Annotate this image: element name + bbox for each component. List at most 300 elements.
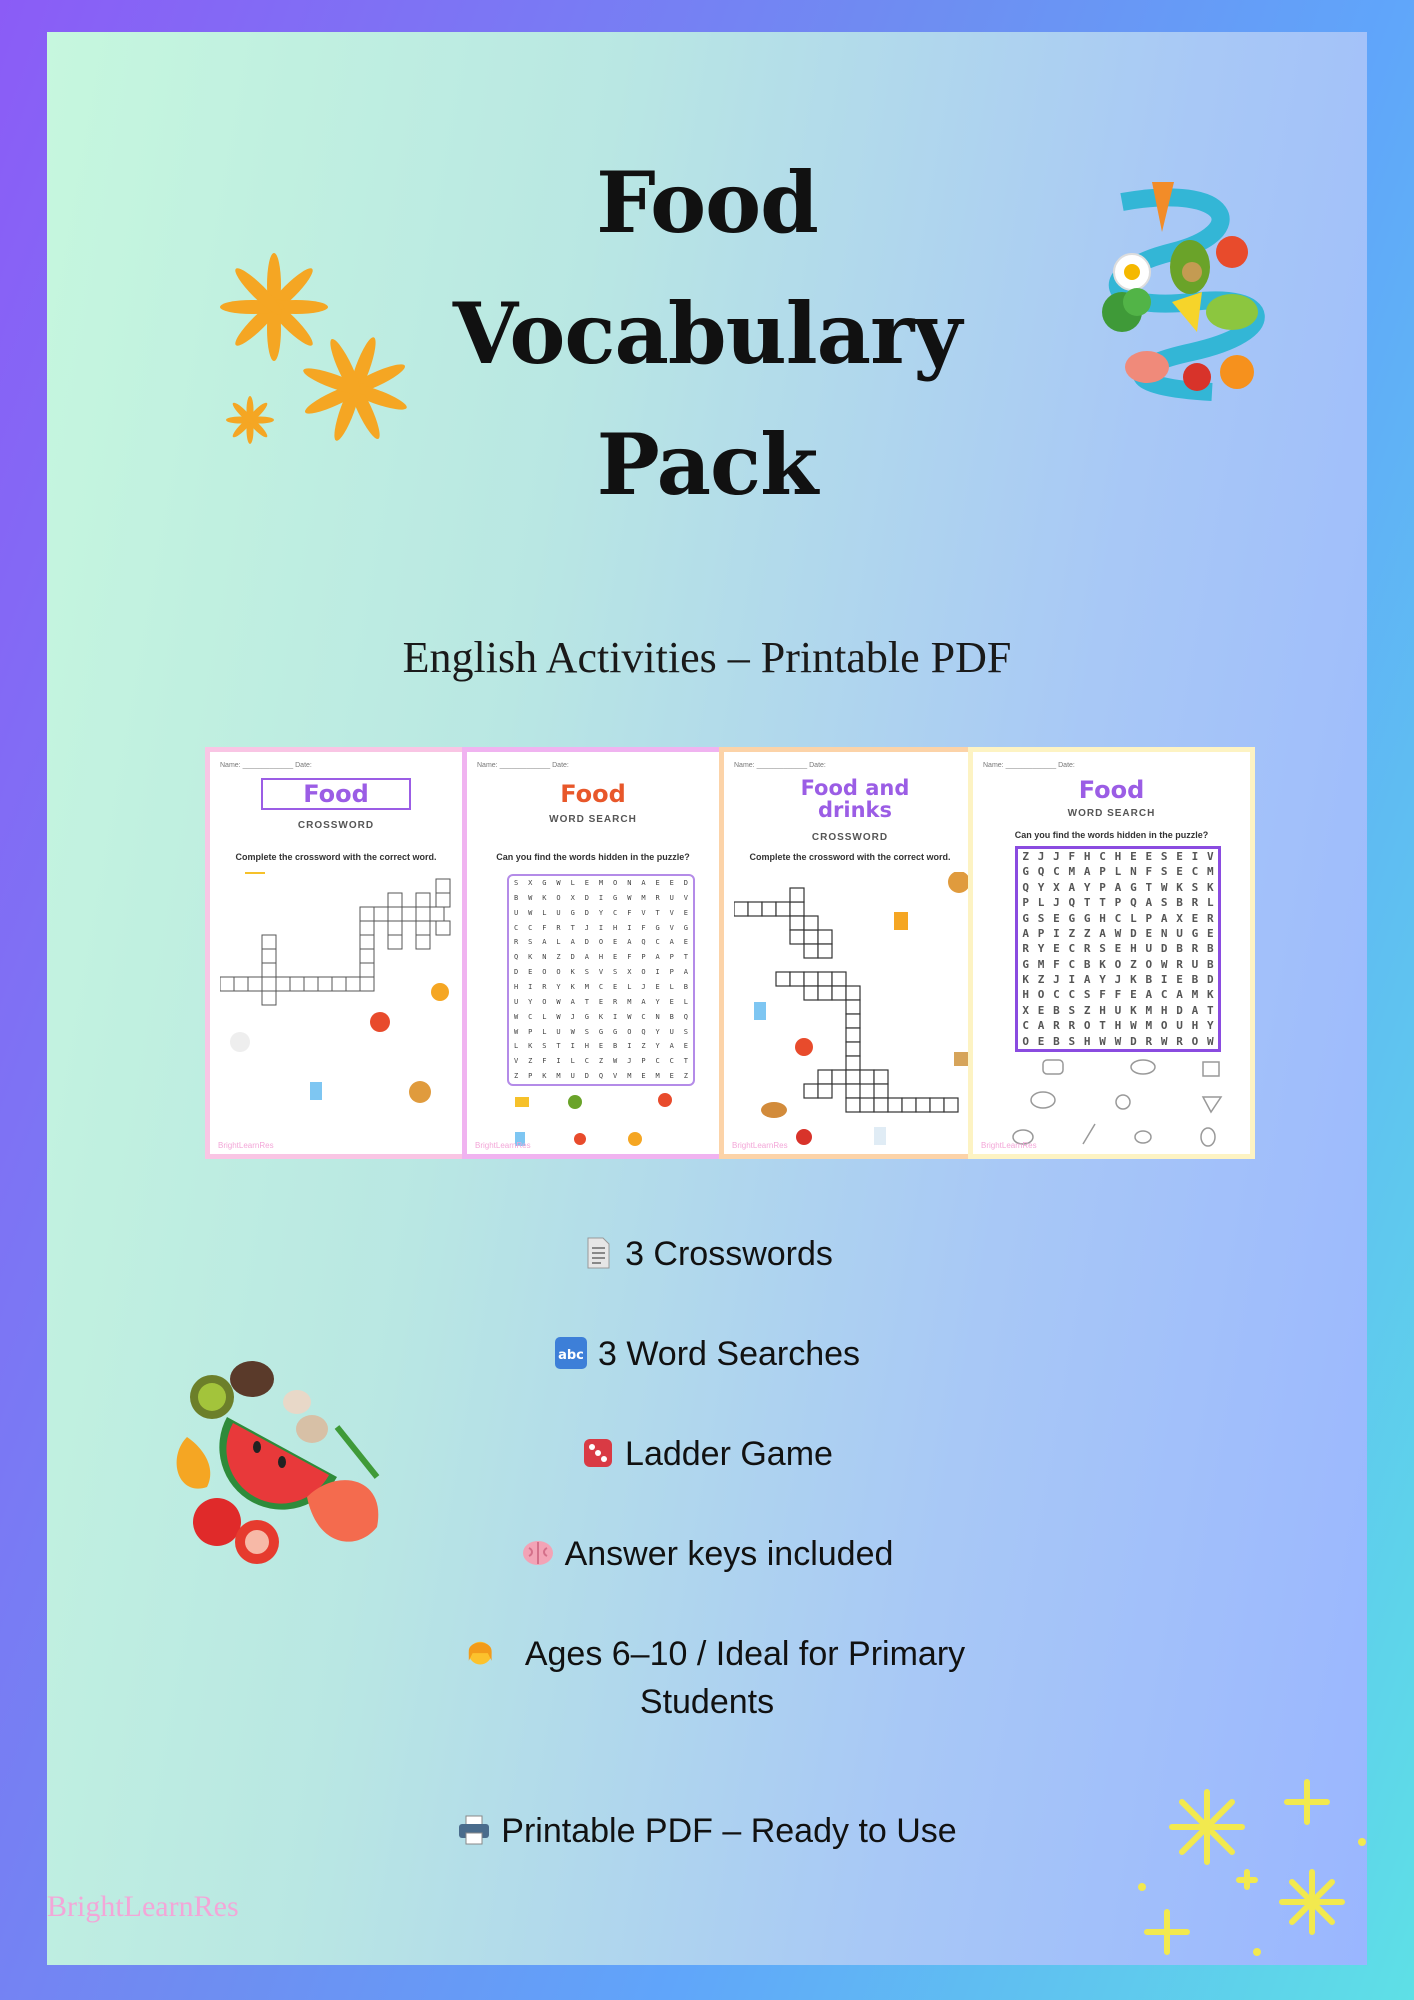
grid-letter: H [1191, 1019, 1199, 1033]
grid-letter: O [556, 893, 561, 902]
grid-letter: A [1083, 865, 1091, 879]
grid-letter: E [1130, 850, 1137, 863]
grid-letter: P [528, 1072, 533, 1081]
grid-letter: S [584, 968, 589, 977]
grid-letter: U [556, 1027, 561, 1036]
grid-letter: E [683, 938, 689, 947]
grid-letter: G [613, 893, 618, 902]
grid-letter: H [1083, 850, 1091, 863]
grid-letter: A [627, 938, 632, 947]
grid-letter: A [1037, 1019, 1045, 1033]
grid-letter: H [1099, 911, 1106, 925]
grid-letter: H [598, 953, 604, 962]
grid-letter: R [1068, 1019, 1076, 1033]
grid-letter: B [1053, 1034, 1060, 1048]
grid-letter: R [655, 893, 660, 902]
grid-letter: J [1053, 850, 1060, 863]
grid-letter: O [1191, 1034, 1199, 1048]
name-date-line: Name: _____________ Date: [477, 762, 569, 769]
grid-letter: S [1099, 942, 1106, 956]
grid-letter: G [683, 923, 689, 932]
name-label: Name: [734, 762, 755, 769]
grid-letter: Z [598, 1057, 604, 1066]
grid-letter: W [556, 997, 561, 1006]
grid-letter: S [1037, 911, 1045, 925]
grid-letter: C [669, 1057, 674, 1066]
grid-letter: Q [641, 938, 646, 947]
grid-letter: E [1114, 942, 1122, 956]
grid-letter: U [1176, 1019, 1183, 1033]
preview-crossword-food-drinks [719, 747, 981, 1159]
grid-letter: D [584, 893, 589, 902]
grid-letter: P [641, 953, 646, 962]
feature-item [47, 1430, 1367, 1478]
grid-letter: O [627, 1027, 632, 1036]
grid-letter: R [1191, 896, 1199, 910]
grid-letter: B [1206, 957, 1214, 971]
grid-letter: R [1022, 942, 1029, 956]
grid-letter: K [1206, 880, 1214, 894]
grid-letter: R [1145, 1034, 1153, 1048]
grid-letter: U [513, 997, 519, 1006]
title-line: Food [596, 153, 818, 252]
grid-letter: C [641, 1012, 646, 1021]
dice-icon [581, 1436, 615, 1470]
grid-letter: G [1191, 926, 1199, 940]
grid-letter: A [655, 953, 660, 962]
grid-letter: C [1114, 911, 1122, 925]
feature-text: Ladder Game [625, 1435, 833, 1473]
grid-letter: Z [528, 1057, 533, 1066]
poster-card [47, 32, 1367, 1965]
preview-instruction: Can you find the words hidden in the puzzle? [496, 852, 690, 862]
grid-letter: J [641, 982, 646, 991]
preview-brand: BrightLearnRes [981, 1141, 1037, 1150]
grid-letter: A [669, 1042, 674, 1051]
grid-letter: D [1130, 1034, 1137, 1048]
feature-text: Ages 6–10 / Ideal for Primary [524, 1635, 966, 1673]
grid-letter: J [1053, 896, 1060, 910]
grid-letter: A [641, 879, 646, 887]
grid-letter: R [513, 938, 519, 947]
name-label: Name: [477, 762, 498, 769]
grid-letter: O [1037, 988, 1045, 1002]
grid-letter: C [584, 1057, 589, 1066]
grid-letter: Z [556, 953, 561, 962]
grid-letter: A [683, 968, 689, 977]
grid-letter: K [570, 982, 575, 991]
grid-letter: E [669, 997, 674, 1006]
date-label: Date: [809, 762, 826, 769]
grid-letter: W [556, 879, 561, 887]
grid-letter: R [1191, 942, 1199, 956]
grid-letter: T [683, 1057, 689, 1066]
grid-letter: S [1160, 865, 1168, 879]
grid-letter: G [570, 908, 575, 917]
preview-subtitle: WORD SEARCH [1067, 808, 1156, 819]
grid-letter: E [1130, 988, 1137, 1002]
grid-letter: F [1099, 988, 1106, 1002]
name-date-line: Name: _____________ Date: [220, 762, 312, 769]
grid-letter: Z [513, 1072, 519, 1081]
grid-letter: F [627, 953, 632, 962]
name-label: Name: [983, 762, 1004, 769]
grid-letter: R [556, 923, 561, 932]
grid-letter: E [584, 879, 589, 887]
grid-letter: H [513, 982, 519, 991]
grid-letter: Y [1037, 880, 1045, 894]
grid-letter: K [1022, 973, 1029, 987]
grid-letter: F [1114, 988, 1122, 1002]
title-line: Vocabulary [452, 284, 962, 383]
grid-letter: I [598, 893, 604, 902]
grid-letter: R [1206, 911, 1214, 925]
grid-letter: L [513, 1042, 519, 1051]
grid-letter: C [1068, 942, 1076, 956]
grid-letter: Q [513, 953, 519, 962]
grid-letter: P [1099, 865, 1106, 879]
grid-letter: B [613, 1042, 618, 1051]
grid-letter: O [1083, 1019, 1091, 1033]
preview-title: Food [560, 780, 626, 808]
grid-letter: D [1176, 1003, 1183, 1017]
grid-letter: Y [528, 997, 533, 1006]
name-date-line: Name: _____________ Date: [734, 762, 826, 769]
feature-item [47, 1330, 1367, 1378]
grid-letter: Z [1022, 850, 1029, 863]
grid-letter: O [641, 968, 646, 977]
grid-letter: Q [1068, 896, 1076, 910]
date-label: Date: [295, 762, 312, 769]
grid-letter: W [556, 1012, 561, 1021]
grid-letter: E [1037, 1034, 1045, 1048]
grid-letter: O [1114, 957, 1122, 971]
watermark: BrightLearnRes [47, 1890, 239, 1923]
grid-letter: C [1068, 957, 1076, 971]
grid-letter: A [1083, 973, 1091, 987]
grid-letter: C [655, 1057, 660, 1066]
grid-letter: W [1160, 1034, 1168, 1048]
preview-brand: BrightLearnRes [218, 1141, 274, 1150]
grid-letter: W [627, 1012, 632, 1021]
preview-instruction: Complete the crossword with the correct word. [749, 852, 951, 862]
grid-letter: O [1145, 957, 1153, 971]
grid-letter: P [669, 953, 674, 962]
grid-letter: W [1099, 1034, 1106, 1048]
grid-letter: Z [1130, 957, 1137, 971]
grid-letter: J [584, 923, 589, 932]
grid-letter: X [570, 893, 575, 902]
preview-title: Food [1078, 776, 1145, 804]
wordsearch-grid [507, 874, 695, 1086]
grid-letter: T [1145, 880, 1153, 894]
grid-letter: N [1160, 926, 1168, 940]
grid-letter: L [570, 1057, 575, 1066]
subtitle: English Activities – Printable PDF [402, 633, 1012, 682]
preview-wordsearch-food-2 [968, 747, 1255, 1159]
preview-subtitle: CROSSWORD [297, 820, 375, 831]
grid-letter: E [1053, 911, 1060, 925]
grid-letter: B [1176, 942, 1183, 956]
grid-letter: L [669, 982, 674, 991]
grid-letter: E [1053, 942, 1060, 956]
grid-letter: D [1130, 926, 1137, 940]
page-icon [581, 1236, 615, 1270]
grid-letter: V [669, 908, 674, 917]
grid-letter: T [1083, 896, 1091, 910]
grid-letter: O [1160, 1019, 1168, 1033]
grid-letter: K [528, 953, 533, 962]
grid-letter: E [1206, 926, 1214, 940]
grid-letter: L [1206, 896, 1214, 910]
grid-letter: M [556, 1072, 561, 1081]
grid-letter: Z [1083, 1003, 1091, 1017]
grid-letter: V [669, 923, 674, 932]
grid-letter: W [513, 1027, 519, 1036]
grid-letter: E [1176, 973, 1183, 987]
grid-letter: G [1083, 911, 1091, 925]
grid-letter: U [556, 908, 561, 917]
grid-letter: F [1145, 865, 1153, 879]
grid-letter: M [584, 982, 589, 991]
sparkles-icon [1127, 1772, 1367, 1962]
grid-letter: P [1022, 896, 1029, 910]
grid-letter: W [613, 1057, 618, 1066]
grid-letter: A [570, 997, 575, 1006]
grid-letter: I [556, 1057, 561, 1066]
grid-letter: L [542, 1027, 547, 1036]
preview-brand: BrightLearnRes [475, 1141, 531, 1150]
grid-letter: F [1068, 850, 1076, 863]
grid-letter: E [1037, 1003, 1045, 1017]
abc-icon [554, 1336, 588, 1370]
grid-letter: L [542, 1012, 547, 1021]
flower-decoration-icon [177, 227, 417, 447]
grid-letter: C [1099, 850, 1106, 863]
grid-letter: A [1160, 911, 1168, 925]
grid-letter: X [627, 968, 632, 977]
printer-icon [457, 1813, 491, 1847]
grid-letter: T [1099, 1019, 1106, 1033]
grid-letter: K [528, 1042, 533, 1051]
grid-letter: E [1176, 850, 1183, 863]
grid-letter: K [1099, 957, 1106, 971]
grid-letter: L [542, 908, 547, 917]
grid-letter: B [1053, 1003, 1060, 1017]
grid-letter: I [1160, 973, 1168, 987]
grid-letter: H [1114, 850, 1122, 863]
crossword-grid [220, 872, 460, 1152]
grid-letter: Y [1037, 942, 1045, 956]
grid-letter: I [1053, 926, 1060, 940]
grid-letter: C [1191, 865, 1199, 879]
grid-letter: B [1206, 942, 1214, 956]
grid-letter: W [627, 893, 632, 902]
preview-title: Food and drinks [800, 776, 910, 822]
grid-letter: A [1099, 926, 1106, 940]
grid-letter: P [1114, 896, 1122, 910]
grid-letter: B [1145, 973, 1153, 987]
grid-letter: Z [641, 1042, 646, 1051]
grid-letter: N [627, 879, 632, 887]
grid-letter: I [598, 923, 604, 932]
grid-letter: B [683, 982, 689, 991]
grid-letter: W [513, 1012, 519, 1021]
grid-letter: E [598, 1042, 604, 1051]
preview-title: Food [261, 778, 411, 810]
grid-letter: T [570, 923, 575, 932]
grid-letter: L [556, 938, 561, 947]
grid-letter: K [1176, 880, 1183, 894]
grid-letter: Y [655, 1042, 660, 1051]
grid-letter: A [1114, 880, 1122, 894]
grid-letter: Y [598, 908, 604, 917]
grid-letter: J [1053, 973, 1060, 987]
grid-letter: G [1022, 911, 1029, 925]
grid-letter: D [683, 879, 689, 887]
grid-letter: W [1114, 1034, 1122, 1048]
grid-letter: U [669, 893, 674, 902]
grid-letter: V [513, 1057, 519, 1066]
feature-text-line2: Students [639, 1683, 775, 1721]
grid-letter: W [528, 908, 533, 917]
grid-letter: Q [1130, 896, 1137, 910]
grid-letter: L [570, 879, 575, 887]
grid-letter: X [528, 879, 533, 887]
preview-instruction: Complete the crossword with the correct word. [235, 852, 437, 862]
preview-subtitle: WORD SEARCH [549, 814, 637, 825]
grid-letter: A [641, 997, 646, 1006]
grid-letter: X [1176, 911, 1183, 925]
grid-letter: Z [1083, 926, 1091, 940]
grid-letter: I [570, 1042, 575, 1051]
grid-letter: C [513, 923, 519, 932]
grid-letter: Q [598, 1072, 604, 1081]
grid-letter: W [1206, 1034, 1214, 1048]
grid-letter: F [542, 1057, 547, 1066]
grid-letter: R [1176, 1034, 1183, 1048]
grid-letter: I [627, 1042, 632, 1051]
grid-letter: P [641, 1057, 646, 1066]
grid-letter: Z [1037, 973, 1045, 987]
grid-letter: Q [641, 1027, 646, 1036]
grid-letter: W [570, 1027, 575, 1036]
grid-letter: S [1160, 896, 1168, 910]
feature-item [47, 1530, 1367, 1578]
grid-letter: W [1114, 926, 1122, 940]
grid-letter: K [1206, 988, 1214, 1002]
grid-letter: V [1206, 850, 1214, 863]
grid-letter: A [1145, 896, 1153, 910]
grid-letter: Y [1099, 973, 1106, 987]
grid-letter: O [1022, 1034, 1029, 1048]
grid-letter: O [598, 938, 604, 947]
grid-letter: G [613, 1027, 618, 1036]
name-label: Name: [220, 762, 241, 769]
grid-letter: I [627, 923, 632, 932]
grid-letter: S [584, 1027, 589, 1036]
grid-letter: D [513, 968, 519, 977]
grid-letter: M [627, 1072, 632, 1081]
grid-letter: E [613, 938, 618, 947]
grid-letter: L [627, 982, 632, 991]
grid-letter: Z [683, 1072, 689, 1081]
grid-letter: E [641, 1072, 646, 1081]
grid-letter: G [1130, 880, 1137, 894]
grid-letter: T [1099, 896, 1106, 910]
grid-letter: J [627, 1057, 632, 1066]
grid-letter: C [598, 982, 604, 991]
grid-letter: B [513, 893, 519, 902]
food-picture-row [983, 1052, 1243, 1152]
preview-subtitle: CROSSWORD [811, 832, 889, 843]
grid-letter: K [542, 1072, 547, 1081]
grid-letter: F [627, 908, 632, 917]
grid-letter: I [1068, 973, 1076, 987]
grid-letter: S [613, 968, 618, 977]
grid-letter: C [613, 908, 618, 917]
grid-letter: K [598, 1012, 604, 1021]
grid-letter: A [1068, 880, 1076, 894]
grid-letter: Y [1083, 880, 1091, 894]
grid-letter: N [655, 1012, 660, 1021]
brain-icon [521, 1536, 555, 1570]
grid-letter: U [1191, 957, 1199, 971]
grid-letter: E [669, 879, 674, 887]
grid-letter: V [613, 1072, 618, 1081]
grid-letter: D [570, 953, 575, 962]
grid-letter: O [613, 879, 618, 887]
grid-letter: A [1022, 926, 1029, 940]
date-label: Date: [1058, 762, 1075, 769]
crossword-grid [734, 872, 974, 1152]
grid-letter: I [528, 982, 533, 991]
grid-letter: B [1191, 973, 1199, 987]
grid-letter: K [1130, 973, 1137, 987]
grid-letter: S [1068, 1034, 1076, 1048]
grid-letter: F [542, 923, 547, 932]
grid-letter: P [1037, 926, 1045, 940]
grid-letter: A [669, 938, 674, 947]
grid-letter: G [655, 923, 660, 932]
grid-letter: J [1037, 850, 1045, 863]
grid-letter: A [542, 938, 547, 947]
grid-letter: G [1068, 911, 1076, 925]
grid-letter: D [584, 938, 589, 947]
grid-letter: G [1022, 865, 1029, 879]
grid-letter: C [1160, 988, 1168, 1002]
grid-letter: S [1083, 988, 1091, 1002]
feature-text: 3 Word Searches [597, 1335, 861, 1373]
grid-letter: C [1053, 865, 1060, 879]
grid-letter: G [1022, 957, 1029, 971]
preview-brand: BrightLearnRes [732, 1141, 788, 1150]
grid-letter: W [528, 893, 533, 902]
grid-letter: A [584, 953, 589, 962]
grid-letter: I [655, 968, 660, 977]
grid-letter: H [1114, 1019, 1122, 1033]
grid-letter: H [1130, 942, 1137, 956]
preview-wordsearch-food [462, 747, 724, 1159]
name-date-line: Name: _____________ Date: [983, 762, 1075, 769]
grid-letter: H [1022, 988, 1029, 1002]
feature-item [47, 1230, 1367, 1278]
grid-letter: F [1053, 957, 1060, 971]
grid-letter: T [1206, 1003, 1214, 1017]
grid-letter: E [655, 982, 660, 991]
grid-letter: D [584, 908, 589, 917]
grid-letter: Q [1037, 865, 1045, 879]
